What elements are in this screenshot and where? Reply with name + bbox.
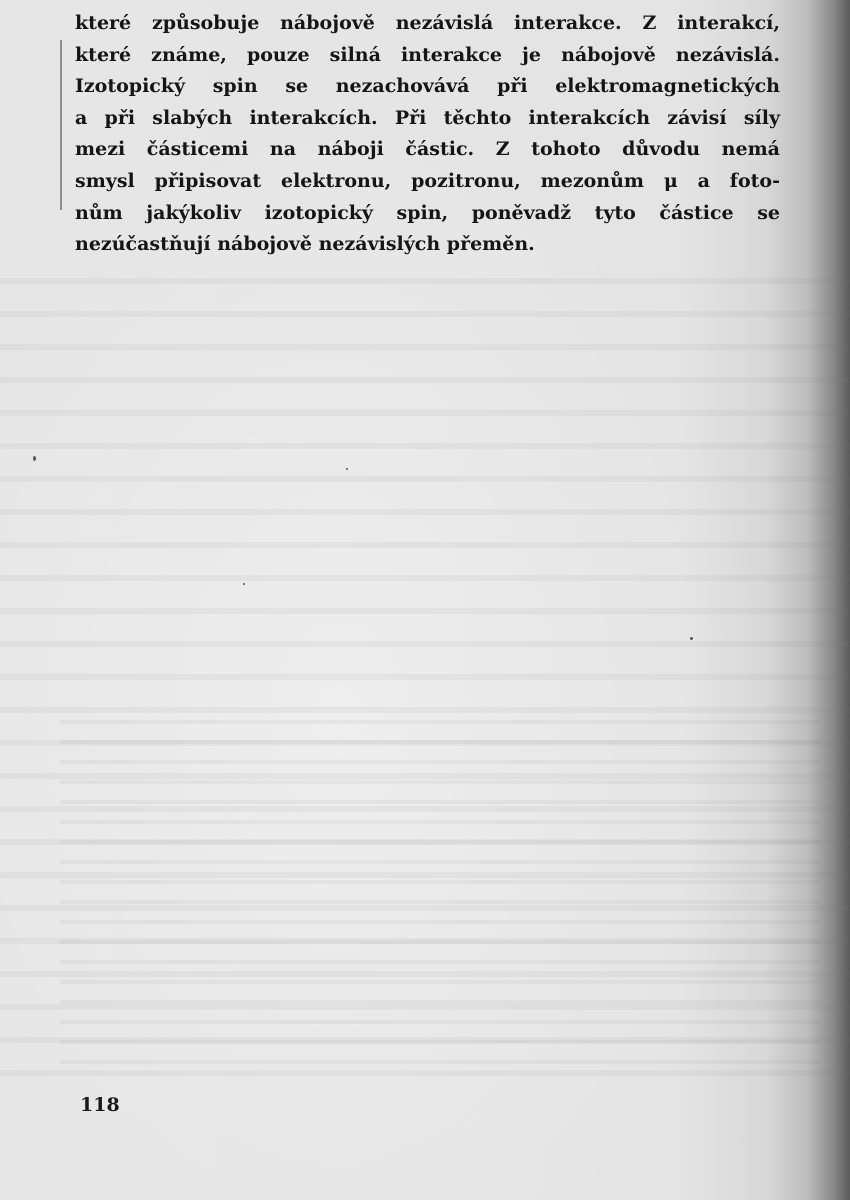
ink-speck bbox=[346, 468, 348, 470]
text-line: smysl připisovat elektronu, pozitronu, mezonům μ a foto- bbox=[75, 169, 780, 192]
text-line: a při slabých interakcích. Při těchto interakcích závisí síly bbox=[75, 106, 780, 129]
text-line: nezúčastňují nábojově nezávislých přeměn. bbox=[75, 233, 535, 256]
ink-speck bbox=[33, 456, 36, 461]
text-line: které známe, pouze silná interakce je nábojově nezávislá. bbox=[75, 43, 780, 66]
show-through-footnotes bbox=[60, 710, 820, 1070]
ink-speck bbox=[690, 637, 693, 640]
text-line: nům jakýkoliv izotopický spin, poněvadž tyto částice se bbox=[75, 201, 780, 224]
text-line: Izotopický spin se nezachovává při elektromagnetických bbox=[75, 75, 780, 98]
text-line: mezi částicemi na náboji částic. Z tohoto důvodu nemá bbox=[75, 138, 780, 161]
paragraph-text bbox=[75, 8, 780, 261]
margin-mark bbox=[60, 40, 62, 210]
text-line: které způsobuje nábojově nezávislá interakce. Z interakcí, bbox=[75, 12, 780, 34]
page-number: 118 bbox=[80, 1094, 120, 1116]
ink-speck bbox=[243, 583, 245, 585]
